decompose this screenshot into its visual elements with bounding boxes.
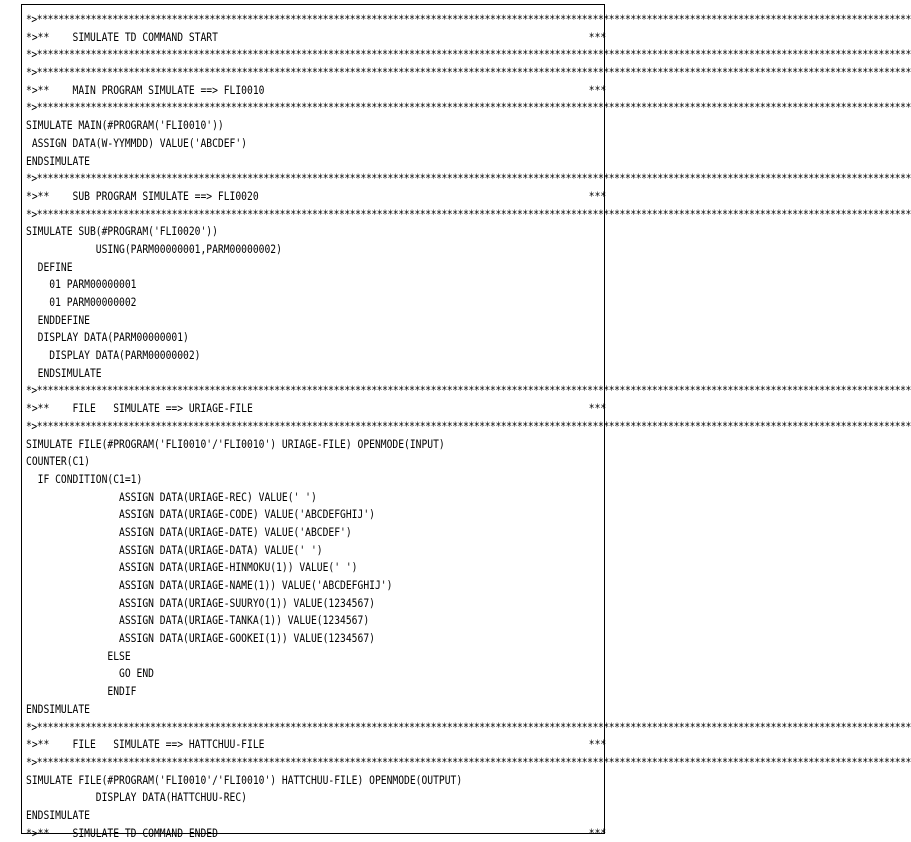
line-text: SIMULATE SUB(#PROGRAM('FLI0020')) <box>26 224 218 239</box>
code-line <box>26 347 508 365</box>
section-end-marker: *** <box>588 188 607 203</box>
section-header-line <box>26 29 607 47</box>
section-end-marker: *** <box>588 29 607 44</box>
line-text: *>** MAIN PROGRAM SIMULATE ==> FLI0010 <box>26 82 265 97</box>
code-line <box>26 612 508 630</box>
code-line <box>26 489 508 507</box>
line-text: 01 PARM00000002 <box>26 295 137 309</box>
code-line <box>26 241 508 259</box>
code-line <box>26 789 508 807</box>
separator-stars: ****************************************************************************************************************************************************************** <box>36 47 911 62</box>
code-line <box>26 577 508 595</box>
line-text: *>** SUB PROGRAM SIMULATE ==> FLI0020 <box>26 188 259 203</box>
separator-line <box>26 382 911 400</box>
section-end-marker: *** <box>588 737 607 752</box>
line-text: *>****************************************************************************************************************************************************************** <box>26 206 911 221</box>
separator-line <box>26 99 911 117</box>
code-line <box>26 524 508 542</box>
code-line <box>26 559 508 577</box>
line-text: *>** FILE SIMULATE ==> HATTCHUU-FILE <box>26 737 265 752</box>
line-text: *>** SIMULATE TD COMMAND START <box>26 29 218 44</box>
section-end-marker: *** <box>588 401 607 416</box>
section-end-marker: *** <box>588 825 607 840</box>
line-text: ELSE <box>26 648 131 663</box>
code-line <box>26 665 508 683</box>
line-text: *>****************************************************************************************************************************************************************** <box>26 719 911 734</box>
code-line <box>26 807 508 825</box>
section-header-line <box>26 82 607 100</box>
line-text: IF CONDITION(C1=1) <box>26 471 143 486</box>
code-line <box>26 772 508 790</box>
line-text: *>****************************************************************************************************************************************************************** <box>26 100 911 115</box>
line-text: DEFINE <box>26 259 73 274</box>
code-line <box>26 135 508 153</box>
separator-stars: ****************************************************************************************************************************************************************** <box>36 65 911 80</box>
separator-line <box>26 11 911 29</box>
line-text: ASSIGN DATA(URIAGE-NAME(1)) VALUE('ABCDEFGHIJ') <box>26 578 393 592</box>
separator-line <box>26 418 911 436</box>
line-text: ASSIGN DATA(URIAGE-TANKA(1)) VALUE(1234567) <box>26 613 370 628</box>
code-line <box>26 595 508 613</box>
line-text: ASSIGN DATA(URIAGE-DATE) VALUE('ABCDEF') <box>26 524 352 539</box>
code-line <box>26 259 508 277</box>
separator-line <box>26 170 911 188</box>
code-line <box>26 117 508 135</box>
section-header-line <box>26 188 607 206</box>
separator-line <box>26 719 911 737</box>
line-text: ASSIGN DATA(URIAGE-SUURYO(1)) VALUE(1234567) <box>26 595 375 610</box>
separator-stars: ****************************************************************************************************************************************************************** <box>36 719 911 734</box>
line-text: ASSIGN DATA(URIAGE-CODE) VALUE('ABCDEFGHIJ') <box>26 507 375 522</box>
separator-stars: ****************************************************************************************************************************************************************** <box>36 171 911 186</box>
line-text: ENDSIMULATE <box>26 701 90 716</box>
separator-stars: ****************************************************************************************************************************************************************** <box>36 383 911 398</box>
line-text: ENDSIMULATE <box>26 153 90 168</box>
separator-line <box>26 754 911 772</box>
code-line <box>26 436 508 454</box>
separator-line <box>26 206 911 224</box>
line-text: *>****************************************************************************************************************************************************************** <box>26 383 911 398</box>
line-text: SIMULATE FILE(#PROGRAM('FLI0010'/'FLI0010') URIAGE-FILE) OPENMODE(INPUT) <box>26 436 445 451</box>
separator-stars: ****************************************************************************************************************************************************************** <box>36 206 911 221</box>
code-listing <box>26 11 911 842</box>
section-header-line <box>26 825 607 842</box>
code-line <box>26 453 508 471</box>
code-line <box>26 542 508 560</box>
line-text: *>****************************************************************************************************************************************************************** <box>26 418 911 433</box>
line-text: ASSIGN DATA(W-YYMMDD) VALUE('ABCDEF') <box>26 135 248 150</box>
line-text: *>****************************************************************************************************************************************************************** <box>26 171 911 186</box>
code-line <box>26 276 508 294</box>
line-text: ASSIGN DATA(URIAGE-HINMOKU(1)) VALUE(' ') <box>26 560 358 575</box>
line-text: 01 PARM00000001 <box>26 277 137 292</box>
line-text: ENDIF <box>26 684 137 699</box>
code-line <box>26 329 508 347</box>
line-text: *>****************************************************************************************************************************************************************** <box>26 47 911 62</box>
separator-line <box>26 64 911 82</box>
line-text: *>****************************************************************************************************************************************************************** <box>26 12 911 26</box>
line-text: GO END <box>26 666 154 681</box>
code-line <box>26 471 508 489</box>
section-header-line <box>26 400 607 418</box>
line-text: USING(PARM00000001,PARM00000002) <box>26 241 282 256</box>
code-line <box>26 153 508 171</box>
line-text: *>****************************************************************************************************************************************************************** <box>26 65 911 80</box>
line-text: DISPLAY DATA(PARM00000001) <box>26 330 189 345</box>
code-line <box>26 630 508 648</box>
line-text: COUNTER(C1) <box>26 454 90 469</box>
line-text: SIMULATE MAIN(#PROGRAM('FLI0010')) <box>26 118 224 133</box>
line-text: *>** FILE SIMULATE ==> URIAGE-FILE <box>26 401 253 416</box>
code-line <box>26 701 508 719</box>
line-text: DISPLAY DATA(PARM00000002) <box>26 348 201 363</box>
separator-stars: ****************************************************************************************************************************************************************** <box>36 12 911 26</box>
code-line <box>26 312 508 330</box>
line-text: ENDSIMULATE <box>26 807 90 822</box>
separator-stars: ****************************************************************************************************************************************************************** <box>36 100 911 115</box>
line-text: ASSIGN DATA(URIAGE-DATA) VALUE(' ') <box>26 542 323 557</box>
separator-line <box>26 46 911 64</box>
code-line <box>26 294 508 312</box>
separator-stars: ****************************************************************************************************************************************************************** <box>36 754 911 769</box>
code-line <box>26 683 508 701</box>
code-line <box>26 506 508 524</box>
section-header-line <box>26 736 607 754</box>
section-end-marker: *** <box>588 82 607 97</box>
line-text: ENDSIMULATE <box>26 365 102 380</box>
line-text: *>****************************************************************************************************************************************************************** <box>26 754 911 769</box>
separator-stars: ****************************************************************************************************************************************************************** <box>36 418 911 433</box>
line-text: SIMULATE FILE(#PROGRAM('FLI0010'/'FLI0010') HATTCHUU-FILE) OPENMODE(OUTPUT) <box>26 772 463 787</box>
code-line <box>26 223 508 241</box>
line-text: ASSIGN DATA(URIAGE-GOOKEI(1)) VALUE(1234567) <box>26 631 375 646</box>
line-text: ASSIGN DATA(URIAGE-REC) VALUE(' ') <box>26 489 317 504</box>
code-line <box>26 365 508 383</box>
line-text: *>** SIMULATE TD COMMAND ENDED <box>26 825 218 840</box>
line-text: DISPLAY DATA(HATTCHUU-REC) <box>26 790 248 805</box>
line-text: ENDDEFINE <box>26 312 90 327</box>
code-line <box>26 648 508 666</box>
